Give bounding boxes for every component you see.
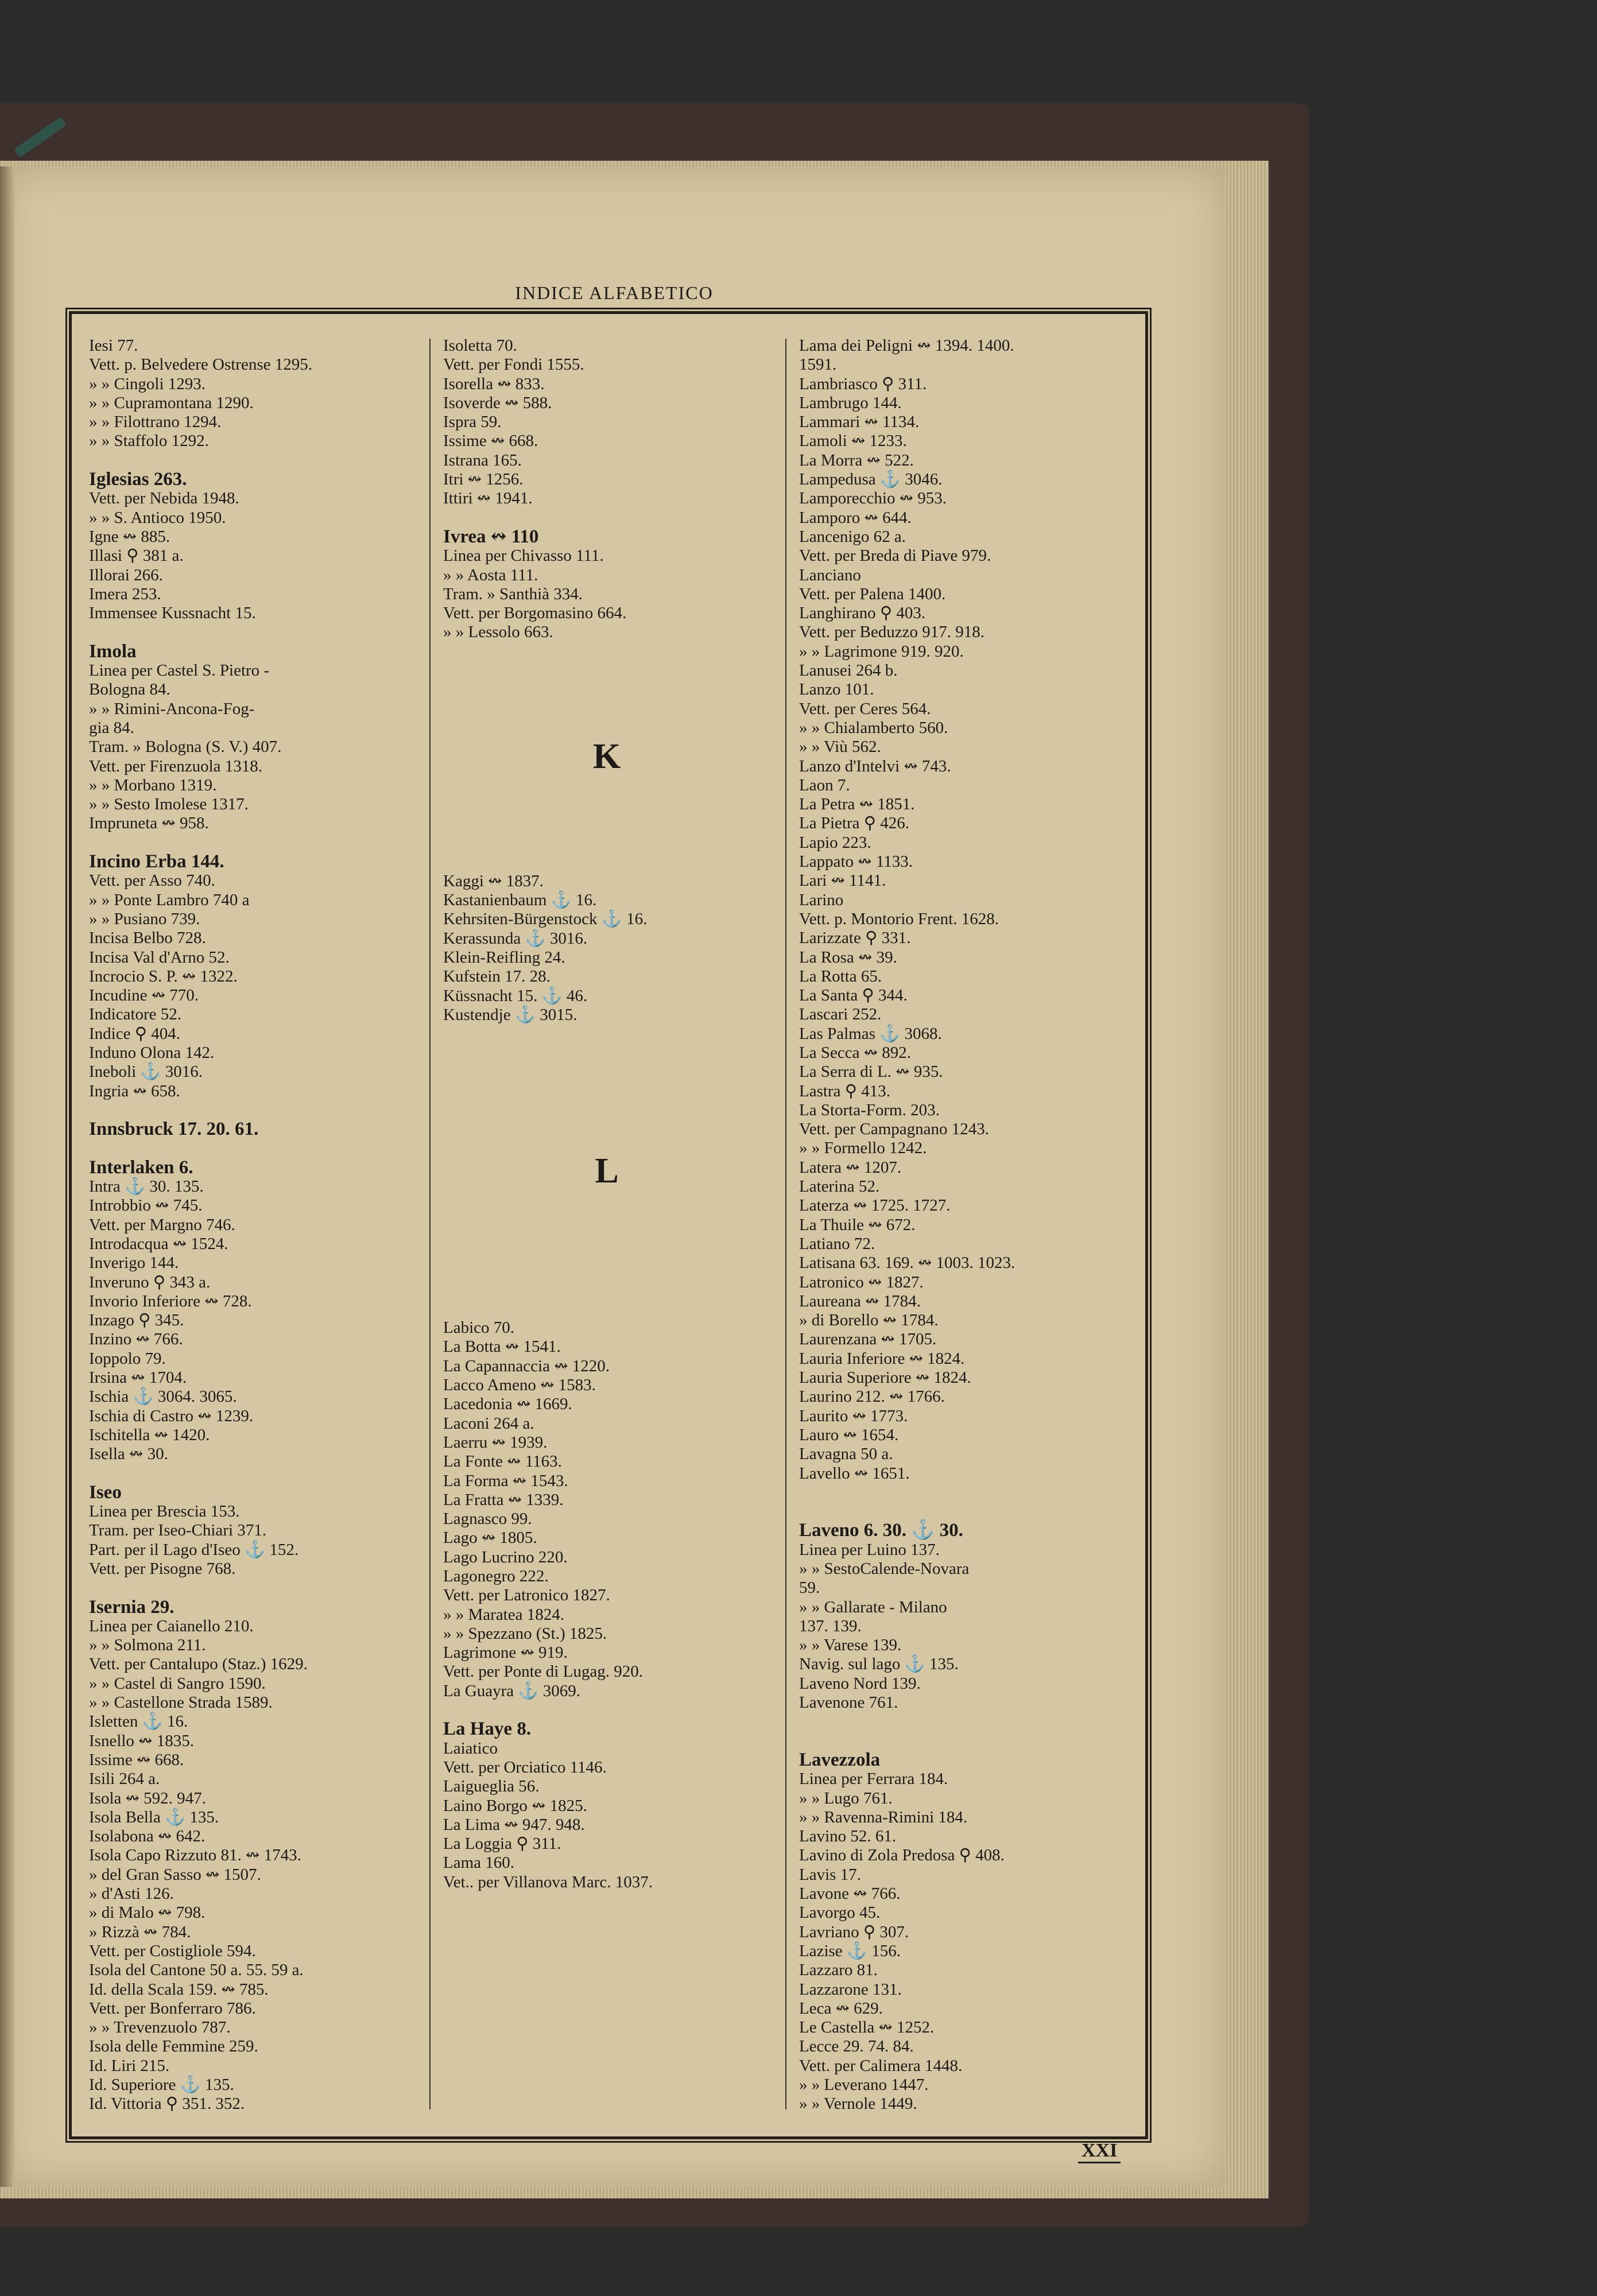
index-entry: Vett. per Calimera 1448. <box>799 2056 963 2075</box>
index-entry: Kustendje ⚓ 3015. <box>443 1005 577 1024</box>
index-entry: Isola del Cantone 50 a. 55. 59 a. <box>89 1961 304 1980</box>
index-entry: Isorella ↭ 833. <box>443 374 545 393</box>
index-entry: La Petra ↭ 1851. <box>799 795 915 814</box>
index-entry: Lavriano ⚲ 307. <box>799 1922 909 1941</box>
index-entry: Lavagna 50 a. <box>799 1445 893 1464</box>
index-entry: » » Morbano 1319. <box>89 775 217 794</box>
index-entry: Lauria Inferiore ↭ 1824. <box>799 1349 965 1368</box>
index-entry: Lama dei Peligni ↭ 1394. 1400. <box>799 336 1014 355</box>
index-heading: Innsbruck 17. 20. 61. <box>89 1119 259 1140</box>
index-entry: Lastra ⚲ 413. <box>799 1081 890 1100</box>
index-entry: Lavone ↭ 766. <box>799 1884 901 1903</box>
index-entry: Lanciano <box>799 565 861 584</box>
index-entry: Imera 253. <box>89 584 161 603</box>
index-entry: Laterina 52. <box>799 1177 880 1196</box>
index-entry: Ischia ⚓ 3064. 3065. <box>89 1387 237 1406</box>
index-entry: Ittiri ↭ 1941. <box>443 489 533 508</box>
index-entry: Id. della Scala 159. ↭ 785. <box>89 1980 269 1999</box>
index-entry: Illasi ⚲ 381 a. <box>89 546 184 565</box>
index-heading: La Haye 8. <box>443 1719 532 1740</box>
index-column-1 <box>89 336 422 2114</box>
index-entry: Kufstein 17. 28. <box>443 967 551 986</box>
index-entry: Invorio Inferiore ↭ 728. <box>89 1292 252 1310</box>
index-entry: Isola Bella ⚓ 135. <box>89 1808 219 1826</box>
index-entry: Lamporecchio ↭ 953. <box>799 489 947 508</box>
index-entry: La Capannaccia ↭ 1220. <box>443 1356 610 1375</box>
index-entry: La Serra di L. ↭ 935. <box>799 1062 943 1081</box>
index-entry: Iesi 77. <box>89 336 138 355</box>
index-entry: Lago Lucrino 220. <box>443 1548 568 1566</box>
index-entry: Inverigo 144. <box>89 1254 179 1273</box>
index-entry: Istrana 165. <box>443 451 522 470</box>
index-entry: Vett. per Palena 1400. <box>799 584 946 603</box>
index-entry: Inzago ⚲ 345. <box>89 1311 184 1330</box>
index-entry: Laon 7. <box>799 775 850 794</box>
index-entry: Isnello ↭ 1835. <box>89 1731 194 1750</box>
running-head: INDICE ALFABETICO <box>515 282 714 303</box>
index-entry: Isella ↭ 30. <box>89 1445 168 1464</box>
index-entry: La Secca ↭ 892. <box>799 1043 911 1062</box>
index-entry: Lanusei 264 b. <box>799 661 898 680</box>
index-column-3 <box>799 336 1132 2114</box>
index-entry: » » Spezzano (St.) 1825. <box>443 1624 607 1643</box>
index-heading: Isernia 29. <box>89 1596 175 1618</box>
index-entry: » » Castel di Sangro 1590. <box>89 1674 266 1693</box>
column-rule <box>429 339 431 2109</box>
index-entry: » » Ponte Lambro 740 a <box>89 890 250 909</box>
index-entry: Indice ⚲ 404. <box>89 1024 180 1043</box>
index-entry: » del Gran Sasso ↭ 1507. <box>89 1865 261 1884</box>
index-entry: Vett. per Margno 746. <box>89 1215 235 1234</box>
page-gutter <box>0 166 15 2187</box>
index-entry: Linea per Brescia 153. <box>89 1502 240 1521</box>
index-entry: Navig. sul lago ⚓ 135. <box>799 1655 959 1674</box>
index-entry: Linea per Caianello 210. <box>89 1616 254 1635</box>
index-entry: Isletten ⚓ 16. <box>89 1712 188 1731</box>
section-letter-l: L <box>595 1151 619 1191</box>
index-entry: La Fonte ↭ 1163. <box>443 1452 562 1471</box>
index-entry: » » Leverano 1447. <box>799 2076 929 2095</box>
index-heading: Lavezzola <box>799 1749 881 1770</box>
index-entry: Laveno Nord 139. <box>799 1674 921 1693</box>
entry-gap <box>89 833 422 852</box>
index-entry: Isoverde ↭ 588. <box>443 393 552 412</box>
index-entry: Ineboli ⚓ 3016. <box>89 1062 203 1081</box>
index-entry: Kastanienbaum ⚓ 16. <box>443 891 597 910</box>
index-entry: Linea per Luino 137. <box>799 1540 940 1559</box>
index-entry: Laterza ↭ 1725. 1727. <box>799 1196 951 1215</box>
index-entry: Lagnasco 99. <box>443 1510 532 1529</box>
index-group-i <box>443 336 770 642</box>
index-entry: Vet.. per Villanova Marc. 1037. <box>443 1872 653 1891</box>
index-entry: Immensee Kussnacht 15. <box>89 604 256 623</box>
index-entry: Lavino di Zola Predosa ⚲ 408. <box>799 1846 1005 1865</box>
index-entry: Introdacqua ↭ 1524. <box>89 1234 228 1253</box>
index-entry: Illorai 266. <box>89 565 163 584</box>
index-entry: Lambriasco ⚲ 311. <box>799 374 927 393</box>
index-entry: Kerassunda ⚓ 3016. <box>443 929 588 948</box>
index-entry: Lacco Ameno ↭ 1583. <box>443 1376 596 1395</box>
index-heading: Iglesias 263. <box>89 469 187 490</box>
index-entry: Lagrimone ↭ 919. <box>443 1643 568 1662</box>
index-entry: Vett. per Nebida 1948. <box>89 489 239 508</box>
index-entry: » » Cupramontana 1290. <box>89 393 254 412</box>
index-entry: » d'Asti 126. <box>89 1884 174 1903</box>
index-entry: Part. per il Lago d'Iseo ⚓ 152. <box>89 1540 299 1559</box>
index-entry: Id. Superiore ⚓ 135. <box>89 2076 234 2095</box>
index-entry: Leca ↭ 629. <box>799 1999 883 2018</box>
index-heading: Laveno 6. 30. ⚓ 30. <box>799 1520 963 1541</box>
index-entry: » » Filottrano 1294. <box>89 413 222 432</box>
index-entry: Lanzo 101. <box>799 680 874 699</box>
index-entry: Lamoli ↭ 1233. <box>799 432 907 451</box>
index-entry: Vett. per Orciatico 1146. <box>443 1758 607 1777</box>
index-entry: Latisana 63. 169. ↭ 1003. 1023. <box>799 1254 1015 1273</box>
index-entry: » » Rimini-Ancona-Fog- <box>89 699 255 718</box>
index-entry: Latiano 72. <box>799 1234 875 1253</box>
index-entry: Las Palmas ⚓ 3068. <box>799 1024 942 1043</box>
index-entry: » » Gallarate - Milano <box>799 1597 947 1616</box>
index-entry: Laerru ↭ 1939. <box>443 1433 548 1452</box>
index-entry: » » Trevenzuolo 787. <box>89 2018 231 2037</box>
index-entry: Vett. per Cantalupo (Staz.) 1629. <box>89 1655 308 1674</box>
index-entry: Lappato ↭ 1133. <box>799 852 913 871</box>
index-entry: Lago ↭ 1805. <box>443 1529 537 1548</box>
index-entry: Irsina ↭ 1704. <box>89 1368 187 1387</box>
index-entry: » » Solmona 211. <box>89 1636 206 1655</box>
entry-gap <box>89 1578 422 1597</box>
index-entry: Lazzarone 131. <box>799 1980 902 1999</box>
index-entry: » » Castellone Strada 1589. <box>89 1693 273 1712</box>
index-entry: Tram. » Santhià 334. <box>443 584 583 603</box>
index-entry: Vett. p. Montorio Frent. 1628. <box>799 909 999 928</box>
index-entry: Lauro ↭ 1654. <box>799 1425 899 1444</box>
index-entry: La Pietra ⚲ 426. <box>799 814 909 833</box>
index-entry: Latera ↭ 1207. <box>799 1158 902 1177</box>
index-entry: Vett. per Fondi 1555. <box>443 355 584 374</box>
index-entry: Lecce 29. 74. 84. <box>799 2037 914 2056</box>
section-letter-k: K <box>592 737 621 777</box>
index-entry: La Storta-Form. 203. <box>799 1100 940 1119</box>
index-entry: Lampedusa ⚓ 3046. <box>799 470 943 489</box>
index-entry: Isola ↭ 592. 947. <box>89 1789 206 1808</box>
index-entry: Lavorgo 45. <box>799 1903 881 1922</box>
index-entry: 1591. <box>799 355 837 374</box>
index-entry: La Fratta ↭ 1339. <box>443 1490 564 1509</box>
index-group-l <box>443 1318 770 1892</box>
entry-gap <box>799 1712 1132 1731</box>
index-entry: La Morra ↭ 522. <box>799 451 914 470</box>
index-entry: Laigueglia 56. <box>443 1777 540 1796</box>
index-entry: » » Chialamberto 560. <box>799 718 948 737</box>
index-entry: Isili 264 a. <box>89 1770 160 1789</box>
index-entry: Ioppolo 79. <box>89 1349 166 1368</box>
index-entry: La Forma ↭ 1543. <box>443 1471 568 1490</box>
index-entry: Impruneta ↭ 958. <box>89 814 209 833</box>
index-heading: Imola <box>89 641 137 662</box>
index-entry: Incisa Belbo 728. <box>89 929 206 948</box>
index-entry: Isola Capo Rizzuto 81. ↭ 1743. <box>89 1846 301 1865</box>
index-entry: Lavis 17. <box>799 1865 861 1884</box>
index-entry: Issime ↭ 668. <box>443 432 538 451</box>
index-entry: La Santa ⚲ 344. <box>799 986 908 1005</box>
index-entry: » » Lagrimone 919. 920. <box>799 642 964 661</box>
index-entry: Vett. per Asso 740. <box>89 871 215 890</box>
entry-gap <box>89 1101 422 1120</box>
index-entry: 137. 139. <box>799 1616 862 1635</box>
index-entry: Lari ↭ 1141. <box>799 871 886 890</box>
index-entry: Lama 160. <box>443 1853 515 1872</box>
index-entry: » » S. Antioco 1950. <box>89 508 226 527</box>
entry-gap <box>799 1732 1132 1751</box>
index-entry: Linea per Chivasso 111. <box>443 546 604 565</box>
index-entry: Lancenigo 62 a. <box>799 527 906 546</box>
index-entry: Linea per Ferrara 184. <box>799 1770 948 1789</box>
entry-gap <box>799 1502 1132 1521</box>
index-entry: Linea per Castel S. Pietro - <box>89 661 270 680</box>
index-entry: Küssnacht 15. ⚓ 46. <box>443 986 588 1005</box>
index-entry: Lazise ⚓ 156. <box>799 1941 901 1960</box>
index-entry: Bologna 84. <box>89 680 170 699</box>
index-entry: Induno Olona 142. <box>89 1043 215 1062</box>
index-entry: Ispra 59. <box>443 413 502 432</box>
entry-gap <box>89 1139 422 1158</box>
index-heading: Incino Erba 144. <box>89 851 224 872</box>
index-entry: Lammari ↭ 1134. <box>799 413 920 432</box>
column-rule <box>785 339 786 2109</box>
index-entry: Laurito ↭ 1773. <box>799 1406 908 1425</box>
index-entry: Id. Liri 215. <box>89 2056 170 2075</box>
index-entry: Lavenone 761. <box>799 1693 898 1712</box>
index-entry: Id. Vittoria ⚲ 351. 352. <box>89 2095 245 2113</box>
index-entry: Klein-Reifling 24. <box>443 948 565 967</box>
index-entry: Ischitella ↭ 1420. <box>89 1425 210 1444</box>
index-entry: » » Cingoli 1293. <box>89 374 206 393</box>
index-group-k <box>443 872 770 1025</box>
index-entry: Tram. per Iseo-Chiari 371. <box>89 1521 267 1540</box>
index-entry: 59. <box>799 1578 820 1597</box>
index-entry: Laino Borgo ↭ 1825. <box>443 1796 587 1815</box>
index-entry: Vett. per Borgomasino 664. <box>443 604 627 623</box>
entry-gap <box>89 451 422 470</box>
index-entry: » » Lugo 761. <box>799 1789 893 1808</box>
index-entry: Vett. per Ceres 564. <box>799 699 931 718</box>
index-entry: Ischia di Castro ↭ 1239. <box>89 1406 254 1425</box>
index-heading: Interlaken 6. <box>89 1157 193 1178</box>
index-entry: » » Lessolo 663. <box>443 623 553 642</box>
index-entry: Vett. per Bonferraro 786. <box>89 1999 256 2018</box>
index-entry: Ingria ↭ 658. <box>89 1081 180 1100</box>
entry-gap <box>89 623 422 642</box>
index-entry: Lavello ↭ 1651. <box>799 1464 910 1483</box>
index-entry: » » Vernole 1449. <box>799 2095 917 2113</box>
index-entry: » » Varese 139. <box>799 1636 902 1655</box>
index-column-2 <box>443 336 770 1892</box>
index-entry: Lascari 252. <box>799 1005 882 1024</box>
index-entry: La Botta ↭ 1541. <box>443 1337 561 1356</box>
index-entry: Igne ↭ 885. <box>89 527 170 546</box>
index-entry: Kehrsiten-Bürgenstock ⚓ 16. <box>443 910 648 929</box>
index-entry: Isoletta 70. <box>443 336 517 355</box>
index-entry: Langhirano ⚲ 403. <box>799 604 926 623</box>
index-entry: Laconi 264 a. <box>443 1414 534 1433</box>
index-entry: Lapio 223. <box>799 833 871 852</box>
index-entry: Lacedonia ↭ 1669. <box>443 1395 572 1414</box>
entry-gap <box>89 1464 422 1483</box>
index-entry: Intra ⚓ 30. 135. <box>89 1177 204 1196</box>
index-entry: Lauria Superiore ↭ 1824. <box>799 1368 971 1387</box>
index-entry: La Rosa ↭ 39. <box>799 948 897 967</box>
index-entry: » di Malo ↭ 798. <box>89 1903 206 1922</box>
index-entry: Vett. per Breda di Piave 979. <box>799 546 991 565</box>
index-entry: Vett. per Pisogne 768. <box>89 1560 236 1578</box>
index-entry: » » Pusiano 739. <box>89 909 200 928</box>
index-entry: Incrocio S. P. ↭ 1322. <box>89 967 238 986</box>
index-entry: Incisa Val d'Arno 52. <box>89 948 230 967</box>
index-entry: Lavino 52. 61. <box>799 1827 897 1846</box>
index-entry: » » Sesto Imolese 1317. <box>89 795 249 814</box>
index-entry: Laiatico <box>443 1739 498 1758</box>
index-entry: Vett. per Beduzzo 917. 918. <box>799 623 984 642</box>
index-heading: Iseo <box>89 1481 122 1503</box>
index-entry: Latronico ↭ 1827. <box>799 1273 924 1292</box>
index-entry: » Rizzà ↭ 784. <box>89 1922 191 1941</box>
index-entry: Inzino ↭ 766. <box>89 1330 183 1349</box>
index-entry: Larino <box>799 890 844 909</box>
index-entry: Incudine ↭ 770. <box>89 986 199 1005</box>
index-entry: Vett. per Firenzuola 1318. <box>89 757 263 775</box>
index-entry: La Lima ↭ 947. 948. <box>443 1815 585 1834</box>
index-entry: Lanzo d'Intelvi ↭ 743. <box>799 757 951 775</box>
index-entry: gia 84. <box>89 718 134 737</box>
index-entry: Laureana ↭ 1784. <box>799 1292 921 1310</box>
index-entry: Isolabona ↭ 642. <box>89 1827 206 1846</box>
index-entry: Itri ↭ 1256. <box>443 470 524 489</box>
index-entry: Laurenzana ↭ 1705. <box>799 1330 937 1349</box>
entry-gap <box>799 1483 1132 1502</box>
index-entry: Lazzaro 81. <box>799 1961 878 1980</box>
index-entry: La Thuile ↭ 672. <box>799 1215 916 1234</box>
index-entry: » » SestoCalende-Novara <box>799 1560 970 1578</box>
index-entry: Vett. p. Belvedere Ostrense 1295. <box>89 355 312 374</box>
index-entry: Le Castella ↭ 1252. <box>799 2018 935 2037</box>
index-entry: Kaggi ↭ 1837. <box>443 871 544 890</box>
index-entry: La Guayra ⚓ 3069. <box>443 1681 581 1700</box>
index-entry: Vett. per Ponte di Lugag. 920. <box>443 1662 643 1681</box>
index-entry: Labico 70. <box>443 1318 515 1337</box>
index-entry: Vett. per Costigliole 594. <box>89 1941 256 1960</box>
index-entry: » » Ravenna-Rimini 184. <box>799 1808 968 1826</box>
index-entry: Lambrugo 144. <box>799 393 902 412</box>
index-entry: Introbbio ↭ 745. <box>89 1196 203 1215</box>
index-entry: Vett. per Latronico 1827. <box>443 1586 610 1605</box>
index-entry: » » Aosta 111. <box>443 565 538 584</box>
entry-gap <box>443 1701 770 1720</box>
page-number: XXI <box>1078 2140 1121 2163</box>
index-entry: Inveruno ⚲ 343 a. <box>89 1273 211 1292</box>
index-entry: Isola delle Femmine 259. <box>89 2037 258 2056</box>
index-entry: Issime ↭ 668. <box>89 1750 184 1769</box>
entry-gap <box>443 509 770 528</box>
index-entry: Larizzate ⚲ 331. <box>799 929 911 948</box>
index-entry: » » Staffolo 1292. <box>89 432 209 451</box>
index-entry: Lamporo ↭ 644. <box>799 508 912 527</box>
index-entry: Tram. » Bologna (S. V.) 407. <box>89 738 282 757</box>
index-entry: » di Borello ↭ 1784. <box>799 1311 939 1330</box>
index-entry: Lagonegro 222. <box>443 1566 549 1585</box>
index-heading: Ivrea ↭ 110 <box>443 526 539 547</box>
index-entry: Laurino 212. ↭ 1766. <box>799 1387 945 1406</box>
index-entry: » » Viù 562. <box>799 738 881 757</box>
index-entry: Indicatore 52. <box>89 1005 182 1024</box>
index-entry: » » Formello 1242. <box>799 1139 927 1158</box>
index-entry: La Loggia ⚲ 311. <box>443 1835 561 1853</box>
index-entry: La Rotta 65. <box>799 967 882 986</box>
index-entry: » » Maratea 1824. <box>443 1605 564 1624</box>
index-entry: Vett. per Campagnano 1243. <box>799 1120 990 1139</box>
